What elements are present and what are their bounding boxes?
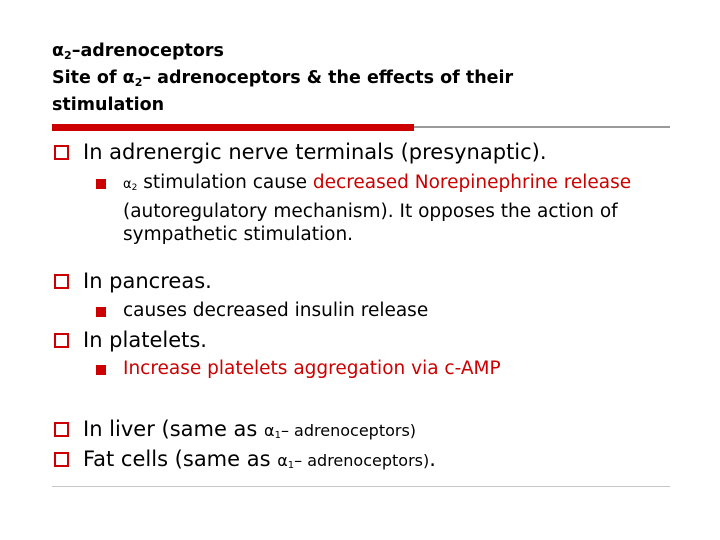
bullet-4: In liver (same as $\alpha_1-$ adrenoceptors): [52, 416, 416, 449]
bullet-3: [52, 327, 207, 353]
bullet-1-text: In adrenergic nerve terminals (presynaptic).: [83, 140, 547, 164]
bullet-5: Fat cells (same as $\alpha_1-$ adrenoceptors).: [52, 446, 436, 479]
bullet-2-text: In pancreas.: [83, 269, 212, 293]
bullet-3-text: In platelets.: [83, 328, 207, 352]
title-line-1: $\alpha_2$–adrenoceptors: [52, 41, 224, 62]
hollow-square-bullet-icon: [54, 452, 69, 467]
bullet-2: [52, 268, 212, 294]
title-line-3: stimulation: [52, 95, 165, 115]
slide-title: [52, 40, 672, 117]
filled-square-bullet-icon: [96, 365, 106, 375]
sub-bullet-2: [96, 299, 656, 322]
filled-square-bullet-icon: [96, 307, 106, 317]
hollow-square-bullet-icon: [54, 145, 69, 160]
bottom-divider: [52, 486, 670, 487]
highlight-decreased-ne-release: decreased Norepinephrine release: [312, 172, 632, 193]
hollow-square-bullet-icon: [54, 274, 69, 289]
sub-bullet-1: [96, 171, 656, 246]
hollow-square-bullet-icon: [54, 422, 69, 437]
filled-square-bullet-icon: [96, 179, 106, 189]
sub-bullet-3-text: Increase platelets aggregation via c-AMP: [123, 358, 501, 379]
sub-bullet-3: [96, 357, 656, 380]
title-line-2: Site of $\alpha_2-$ adrenoceptors & the effects of their: [52, 68, 514, 89]
hollow-square-bullet-icon: [54, 333, 69, 348]
bullet-1: [52, 139, 547, 165]
sub-bullet-1-text: $\alpha_2$ stimulation cause decreased Norepinephrine release (autoregulatory mechanism). It opposes the action of sympathetic stimulation.: [123, 172, 632, 245]
title-underline-red: [52, 124, 414, 131]
sub-bullet-2-text: causes decreased insulin release: [123, 300, 429, 321]
